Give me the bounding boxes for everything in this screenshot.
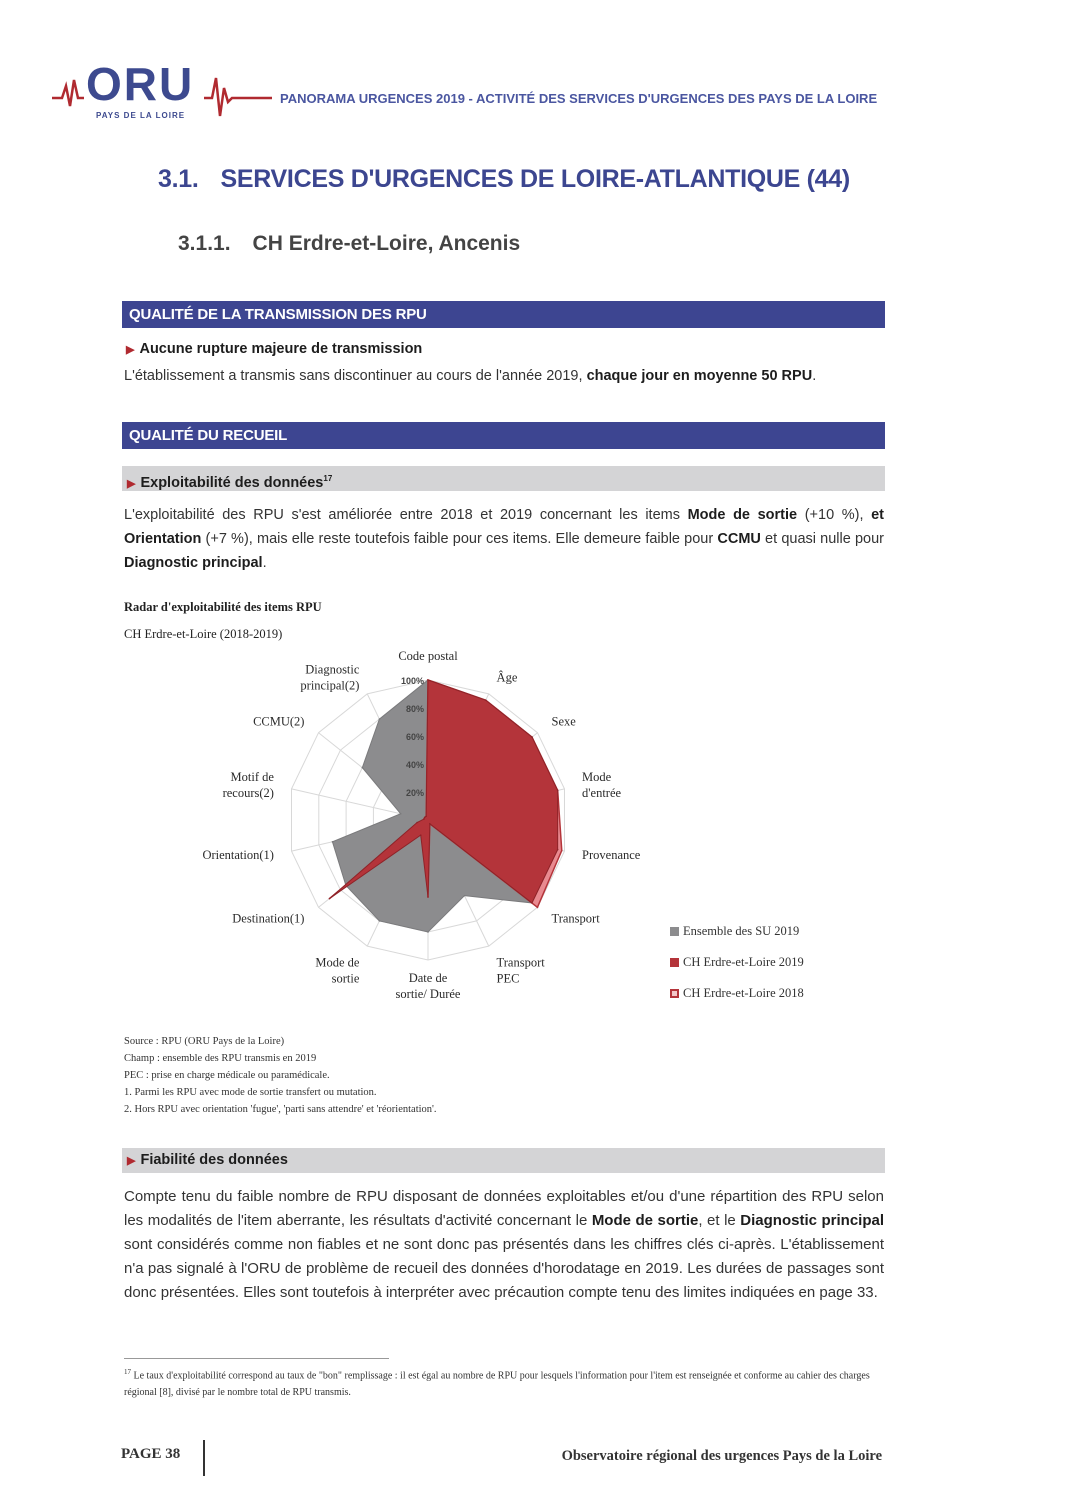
radar-point: [427, 896, 429, 898]
transmission-bullet: [126, 341, 422, 357]
note-line: 1. Parmi les RPU avec mode de sortie transfert ou mutation.: [124, 1087, 377, 1098]
recueil-bar: QUALITÉ DU RECUEIL: [122, 422, 885, 449]
page-number: PAGE 38: [121, 1446, 181, 1462]
triangle-right-icon: ▶: [127, 1155, 136, 1167]
chart-legend: [670, 916, 804, 1009]
radar-tick-label: 100%: [400, 676, 424, 686]
heartbeat-left-icon: [52, 80, 84, 106]
radar-axis-label: Transport: [496, 955, 545, 970]
subsection-title: [178, 232, 520, 256]
radar-point: [531, 902, 533, 904]
radar-tick-label: 80%: [405, 704, 424, 714]
radar-point: [329, 898, 331, 900]
radar-point: [429, 823, 431, 825]
radar-point: [557, 849, 559, 851]
chart-subtitle: CH Erdre-et-Loire (2018-2019): [124, 627, 283, 641]
radar-point: [464, 895, 466, 897]
oru-logo: [52, 58, 272, 124]
note-line: Source : RPU (ORU Pays de la Loire): [124, 1036, 285, 1047]
radar-point: [485, 699, 487, 701]
subsection-number: 3.1.1.: [178, 232, 231, 255]
logo-subtitle: PAYS DE LA LOIRE: [96, 111, 186, 120]
radar-axis-label: Sexe: [551, 714, 576, 729]
radar-axis-label: Code postal: [398, 649, 458, 663]
subsection-title-text: CH Erdre-et-Loire, Ancenis: [252, 232, 521, 255]
chart-notes: [124, 1033, 437, 1118]
fiabilite-bar: [122, 1148, 885, 1173]
chart-title: Radar d'exploitabilité des items RPU: [124, 600, 322, 614]
radar-axis-label: Date de: [408, 971, 448, 985]
exploitabilite-paragraph: L'exploitabilité des RPU s'est améliorée entre 2018 et 2019 concernant les items Mode de sortie (+10 %), et Orientation (+7 %), mais elle reste toutefois faible pour ces items. Elle demeure faible pour CCMU et quasi nulle pour Diagnostic principal.: [124, 507, 885, 571]
radar-point: [561, 850, 563, 852]
footer-organization: Observatoire régional des urgences Pays de la Loire: [561, 1448, 882, 1464]
radar-axis-label: Âge: [496, 670, 518, 685]
radar-point: [416, 822, 418, 824]
radar-axis-label: Motif de: [230, 769, 274, 784]
radar-axis-label: Diagnostic: [305, 662, 360, 677]
radar-tick-label: 40%: [405, 760, 424, 770]
radar-point: [423, 818, 425, 820]
radar-axis-label: Mode de: [315, 955, 360, 970]
footnote-divider: [124, 1358, 389, 1359]
legend-item-ensemble: Ensemble des SU 2019: [670, 916, 804, 947]
radar-point: [424, 817, 426, 819]
section-title: [158, 165, 850, 194]
radar-axis-label: Destination(1): [232, 911, 305, 926]
legend-swatch: [670, 927, 679, 936]
footnote-ref: 17: [323, 474, 333, 483]
radar-axis-label: CCMU(2): [253, 714, 305, 729]
radar-axis-label: Mode: [582, 769, 612, 784]
radar-axis-label: principal(2): [300, 678, 360, 693]
transmission-text: L'établissement a transmis sans discontinuer au cours de l'année 2019, chaque jour en moyenne 50 RPU.: [124, 368, 817, 384]
section-title-text: SERVICES D'URGENCES DE LOIRE-ATLANTIQUE (44): [220, 165, 850, 193]
radar-point: [332, 841, 334, 843]
radar-axis-label: Orientation(1): [202, 848, 274, 863]
radar-tick-label: 20%: [405, 788, 424, 798]
radar-axis-label: sortie: [331, 971, 360, 986]
transmission-bullet-text: Aucune rupture majeure de transmission: [139, 341, 423, 357]
radar-point: [557, 790, 559, 792]
radar-axis-label: Transport: [551, 911, 600, 926]
legend-swatch: [670, 958, 679, 967]
header-title: PANORAMA URGENCES 2019 - ACTIVITÉ DES SERVICES D'URGENCES DES PAYS DE LA LOIRE: [280, 91, 878, 106]
radar-axis-label: PEC: [496, 971, 520, 986]
fiabilite-title: Fiabilité des données: [140, 1152, 288, 1168]
exploitabilite-title: Exploitabilité des données: [140, 474, 324, 491]
radar-point: [531, 736, 533, 738]
exploitabilite-bar: [122, 466, 885, 491]
radar-axis-label: sortie/ Durée: [395, 987, 461, 1001]
radar-point: [427, 679, 429, 681]
radar-point: [379, 920, 381, 922]
transmission-bar: QUALITÉ DE LA TRANSMISSION DES RPU: [122, 301, 885, 328]
triangle-right-icon: ▶: [126, 344, 135, 356]
radar-point: [425, 815, 427, 817]
radar-point: [537, 906, 539, 908]
fiabilite-paragraph: Compte tenu du faible nombre de RPU disposant de données exploitables et/ou d'une répartition des RPU selon les modalités de l'item aberrante, les résultats d'activité concernant le Mode de sortie, et le Diagnostic principal sont considérés comme non fiables et ne sont donc pas présentés dans les chiffres clés ci-après. L'établissement n'a pas signalé à l'ORU de problème de recueil des données d'horodatage en 2019. Les durées de passages sont donc présentées. Elles sont toutefois à interpréter avec précaution compte tenu des limites indiquées en page 33.: [124, 1188, 885, 1301]
radar-chart: [160, 640, 690, 1010]
note-line: Champ : ensemble des RPU transmis en 2019: [124, 1053, 317, 1064]
heartbeat-right-icon: [204, 78, 272, 116]
footnote: $^{17}$ Le taux d'exploitabilité correspond au taux de "bon" remplissage : il est égal au nombre de RPU pour lesquels l'information pour l'item est renseignée et conforme au cahier des charges régional [8], divisé par le nombre total de RPU transmis.: [124, 1368, 870, 1399]
radar-point: [427, 931, 429, 933]
radar-axis-label: d'entrée: [582, 785, 622, 800]
section-number: 3.1.: [158, 165, 199, 193]
radar-tick-label: 60%: [405, 732, 424, 742]
radar-point: [362, 767, 364, 769]
legend-item-ch-2019: CH Erdre-et-Loire 2019: [670, 947, 804, 978]
legend-swatch: [670, 989, 679, 998]
note-line: 2. Hors RPU avec orientation 'fugue', 'parti sans attendre' et 'réorientation'.: [124, 1104, 437, 1115]
radar-point: [420, 834, 422, 836]
radar-point: [400, 813, 402, 815]
logo-text: ORU: [86, 58, 195, 110]
legend-item-ch-2018: CH Erdre-et-Loire 2018: [670, 978, 804, 1009]
note-line: PEC : prise en charge médicale ou paramédicale.: [124, 1070, 330, 1081]
radar-axis-label: Provenance: [582, 848, 641, 863]
radar-axis-label: recours(2): [222, 785, 274, 800]
radar-point: [379, 718, 381, 720]
footer-divider: [203, 1440, 205, 1476]
triangle-right-icon: ▶: [127, 477, 136, 490]
